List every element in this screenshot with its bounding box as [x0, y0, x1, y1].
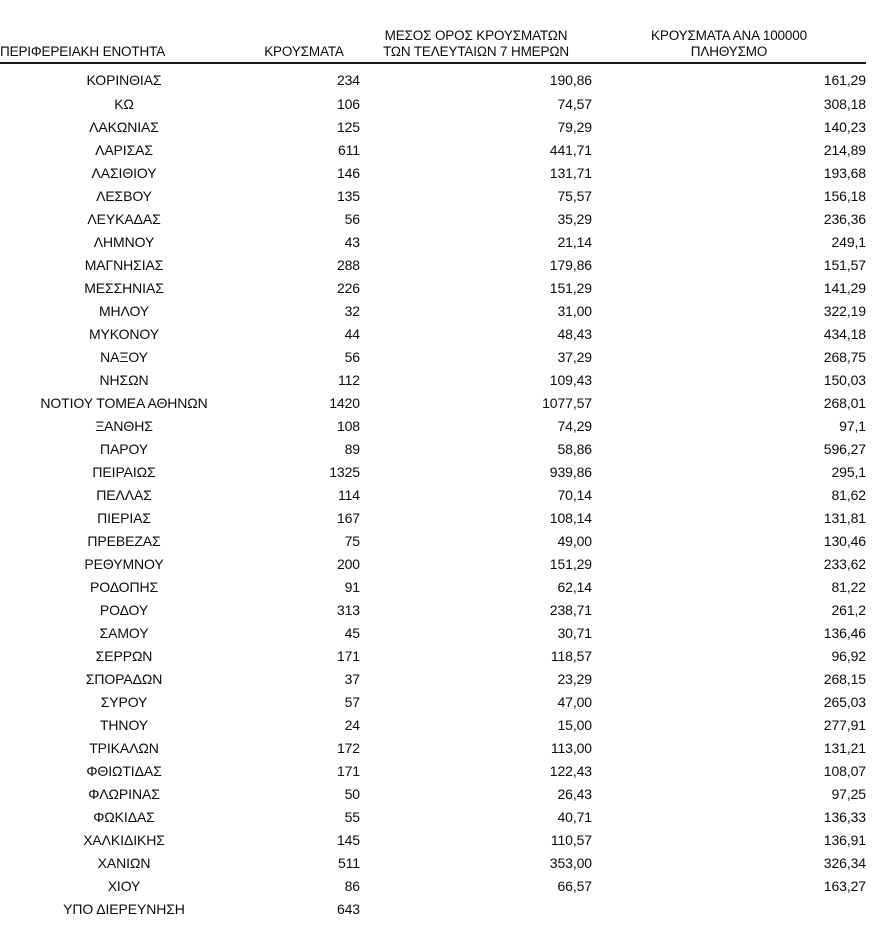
row-region-name: ΡΟΔΟΥ: [99, 602, 149, 618]
row-weekly-average-value: [360, 898, 592, 921]
row-cases-per-100000-value: 136,33: [823, 809, 866, 825]
table-row: [0, 714, 866, 737]
table-row: [0, 737, 866, 760]
row-cases-value: 57: [344, 694, 360, 710]
row-weekly-average-value: 118,57: [550, 648, 592, 664]
row-weekly-average-value: 75,57: [557, 188, 592, 204]
table-body: [0, 63, 866, 921]
row-cases-value: 56: [344, 349, 360, 365]
row-cases-value: 106: [336, 96, 360, 112]
row-region-name: ΛΑΡΙΣΑΣ: [95, 142, 153, 158]
row-cases-per-100000-value: 97,1: [839, 418, 866, 434]
row-region-name: ΠΕΛΛΑΣ: [96, 487, 152, 503]
row-cases-value: 146: [336, 165, 360, 181]
row-cases-value: 171: [336, 763, 360, 779]
row-cases-per-100000-value: 268,01: [823, 395, 866, 411]
row-region-name: ΚΩ: [114, 96, 134, 112]
row-cases-value: 112: [337, 372, 360, 388]
row-cases-value: 86: [344, 878, 360, 894]
row-region-name: ΜΥΚΟΝΟΥ: [89, 326, 159, 342]
row-cases-value: 288: [336, 257, 360, 273]
row-weekly-average-value: 15,00: [557, 717, 592, 733]
column-header-weekly-average: [360, 0, 592, 63]
row-cases-value: 91: [344, 579, 360, 595]
table-row: [0, 277, 866, 300]
row-weekly-average-value: 113,00: [550, 740, 592, 756]
row-cases-per-100000-value: 326,34: [823, 855, 866, 871]
row-region-name: ΧΑΝΙΩΝ: [97, 855, 151, 871]
row-cases-per-100000-value: 596,27: [823, 441, 866, 457]
row-cases-value: 226: [336, 280, 360, 296]
row-weekly-average-value: 151,29: [549, 280, 592, 296]
row-cases-per-100000-value: 97,25: [831, 786, 866, 802]
row-cases-per-100000-value: 136,46: [823, 625, 866, 641]
row-region-name: ΧΑΛΚΙΔΙΚΗΣ: [83, 832, 165, 848]
table-row: [0, 783, 866, 806]
row-cases-per-100000-value: 131,21: [823, 740, 866, 756]
row-region-name: ΜΑΓΝΗΣΙΑΣ: [84, 257, 164, 273]
row-cases-value: 37: [344, 671, 360, 687]
column-header-cases: [248, 0, 360, 63]
row-cases-per-100000-value: 156,18: [823, 188, 866, 204]
row-cases-per-100000-value: 249,1: [831, 234, 866, 250]
row-cases-per-100000-value: [592, 898, 866, 921]
row-cases-per-100000-value: 150,03: [823, 372, 866, 388]
table-row: [0, 346, 866, 369]
row-region-name: ΛΑΣΙΘΙΟΥ: [91, 165, 157, 181]
column-header-cases-per-100000: [592, 0, 866, 63]
row-cases-value: 55: [344, 809, 360, 825]
row-region-name: ΠΙΕΡΙΑΣ: [97, 510, 151, 526]
table-row: [0, 760, 866, 783]
row-weekly-average-value: 110,57: [550, 832, 592, 848]
table-row: [0, 208, 866, 231]
table-row: [0, 63, 866, 93]
table-header-row: [0, 0, 866, 63]
table-row: [0, 323, 866, 346]
row-weekly-average-value: 190,86: [549, 71, 592, 88]
table-row: [0, 254, 866, 277]
row-region-name: ΦΩΚΙΔΑΣ: [93, 809, 155, 825]
table-row: [0, 691, 866, 714]
row-weekly-average-value: 30,71: [557, 625, 592, 641]
row-cases-value: 1420: [329, 395, 360, 411]
row-cases-value: 172: [336, 740, 360, 756]
row-region-name: ΝΑΞΟΥ: [100, 349, 148, 365]
table-row: [0, 162, 866, 185]
row-cases-per-100000-value: 214,89: [823, 142, 866, 158]
table-row: [0, 415, 866, 438]
table-row: [0, 806, 866, 829]
table-row: [0, 645, 866, 668]
row-cases-value: 511: [337, 855, 360, 871]
row-cases-value: 135: [336, 188, 360, 204]
row-cases-value: 200: [336, 556, 360, 572]
row-cases-per-100000-value: 277,91: [823, 717, 866, 733]
row-cases-per-100000-value: 136,91: [823, 832, 866, 848]
row-weekly-average-value: 26,43: [557, 786, 592, 802]
table-row: [0, 668, 866, 691]
row-weekly-average-value: 151,29: [549, 556, 592, 572]
row-region-name: ΥΠΟ ΔΙΕΡΕΥΝΗΣΗ: [63, 901, 185, 917]
row-region-name: ΠΕΙΡΑΙΩΣ: [92, 464, 156, 480]
table-row: [0, 438, 866, 461]
row-cases-per-100000-value: 81,62: [831, 487, 866, 503]
row-region-name: ΡΕΘΥΜΝΟΥ: [84, 556, 164, 572]
row-region-name: ΞΑΝΘΗΣ: [95, 418, 153, 434]
row-weekly-average-value: 31,00: [557, 303, 592, 319]
row-weekly-average-value: 122,43: [549, 763, 592, 779]
table-row: [0, 231, 866, 254]
row-region-name: ΣΑΜΟΥ: [99, 625, 149, 641]
table-row: [0, 139, 866, 162]
column-header-weekly-average-line1: ΜΕΣΟΣ ΟΡΟΣ ΚΡΟΥΣΜΑΤΩΝ: [384, 28, 568, 43]
row-cases-per-100000-value: 141,29: [823, 280, 866, 296]
row-cases-per-100000-value: 140,23: [823, 119, 866, 135]
row-region-name: ΦΛΩΡΙΝΑΣ: [88, 786, 160, 802]
table-row: [0, 185, 866, 208]
row-region-name: ΤΡΙΚΑΛΩΝ: [89, 740, 159, 756]
row-region-name: ΚΟΡΙΝΘΙΑΣ: [86, 71, 162, 88]
table-row: [0, 530, 866, 553]
table-row: [0, 875, 866, 898]
row-cases-per-100000-value: 295,1: [831, 464, 866, 480]
row-region-name: ΠΡΕΒΕΖΑΣ: [87, 533, 161, 549]
table-row: [0, 553, 866, 576]
table-row: [0, 507, 866, 530]
row-region-name: ΝΟΤΙΟΥ ΤΟΜΕΑ ΑΘΗΝΩΝ: [40, 395, 208, 411]
row-cases-per-100000-value: 161,29: [823, 71, 866, 88]
row-cases-value: 108: [336, 418, 360, 434]
row-cases-per-100000-value: 131,81: [823, 510, 866, 526]
row-weekly-average-value: 40,71: [557, 809, 592, 825]
row-weekly-average-value: 131,71: [549, 165, 592, 181]
row-region-name: ΣΕΡΡΩΝ: [95, 648, 153, 664]
column-header-cases-per-100000-line2: ΠΛΗΘΥΣΜΟ: [690, 43, 768, 59]
row-cases-value: 114: [337, 487, 360, 503]
row-weekly-average-value: 108,14: [549, 510, 592, 526]
row-weekly-average-value: 23,29: [557, 671, 592, 687]
row-cases-value: 50: [344, 786, 360, 802]
table-row: [0, 93, 866, 116]
row-weekly-average-value: 79,29: [557, 119, 592, 135]
row-cases-per-100000-value: 268,75: [823, 349, 866, 365]
table-row: [0, 300, 866, 323]
row-cases-value: 24: [344, 717, 360, 733]
row-weekly-average-value: 441,71: [549, 142, 592, 158]
row-region-name: ΝΗΣΩΝ: [99, 372, 149, 388]
row-weekly-average-value: 66,57: [557, 878, 592, 894]
row-region-name: ΜΗΛΟΥ: [98, 303, 150, 319]
column-header-region-label: ΠΕΡΙΦΕΡΕΙΑΚΗ ΕΝΟΤΗΤΑ: [0, 43, 166, 59]
row-cases-value: 56: [344, 211, 360, 227]
row-cases-per-100000-value: 81,22: [831, 579, 866, 595]
row-region-name: ΠΑΡΟΥ: [99, 441, 149, 457]
row-cases-per-100000-value: 268,15: [823, 671, 866, 687]
row-cases-per-100000-value: 265,03: [823, 694, 866, 710]
row-cases-value: 643: [336, 901, 360, 917]
row-weekly-average-value: 58,86: [557, 441, 592, 457]
table-row: [0, 599, 866, 622]
row-cases-value: 167: [336, 510, 360, 526]
row-region-name: ΡΟΔΟΠΗΣ: [89, 579, 159, 595]
row-weekly-average-value: 74,29: [557, 418, 592, 434]
row-cases-value: 44: [344, 326, 360, 342]
row-cases-per-100000-value: 108,07: [823, 763, 866, 779]
table-header: [0, 0, 866, 63]
row-cases-per-100000-value: 233,62: [823, 556, 866, 572]
row-cases-value: 145: [336, 832, 360, 848]
table-row: [0, 852, 866, 875]
row-region-name: ΛΑΚΩΝΙΑΣ: [89, 119, 159, 135]
table-row: [0, 622, 866, 645]
row-cases-per-100000-value: 96,92: [831, 648, 866, 664]
column-header-weekly-average-line2: ΤΩΝ ΤΕΛΕΥΤΑΙΩΝ 7 ΗΜΕΡΩΝ: [383, 43, 569, 59]
row-weekly-average-value: 939,86: [549, 464, 592, 480]
table-row: [0, 369, 866, 392]
row-weekly-average-value: 109,43: [549, 372, 592, 388]
row-cases-per-100000-value: 261,2: [831, 602, 866, 618]
row-weekly-average-value: 74,57: [557, 96, 592, 112]
table-row: [0, 576, 866, 599]
row-region-name: ΣΠΟΡΑΔΩΝ: [85, 671, 163, 687]
row-weekly-average-value: 238,71: [549, 602, 592, 618]
row-weekly-average-value: 62,14: [557, 579, 592, 595]
table-row: [0, 829, 866, 852]
table-row: [0, 898, 866, 921]
row-cases-value: 125: [336, 119, 360, 135]
row-cases-value: 171: [336, 648, 360, 664]
row-weekly-average-value: 70,14: [557, 487, 592, 503]
row-cases-value: 234: [336, 71, 360, 88]
row-weekly-average-value: 353,00: [549, 855, 592, 871]
row-region-name: ΤΗΝΟΥ: [99, 717, 149, 733]
row-cases-per-100000-value: 151,57: [823, 257, 866, 273]
row-weekly-average-value: 37,29: [557, 349, 592, 365]
row-weekly-average-value: 179,86: [549, 257, 592, 273]
row-region-name: ΜΕΣΣΗΝΙΑΣ: [84, 280, 164, 296]
row-weekly-average-value: 1077,57: [542, 395, 592, 411]
row-weekly-average-value: 35,29: [557, 211, 592, 227]
table-row: [0, 392, 866, 415]
row-region-name: ΦΘΙΩΤΙΔΑΣ: [86, 763, 162, 779]
column-header-region: [0, 0, 248, 63]
row-region-name: ΧΙΟΥ: [107, 878, 141, 894]
row-cases-per-100000-value: 236,36: [823, 211, 866, 227]
row-cases-per-100000-value: 163,27: [823, 878, 866, 894]
column-header-cases-per-100000-line1: ΚΡΟΥΣΜΑΤΑ ΑΝΑ 100000: [651, 28, 807, 43]
row-cases-per-100000-value: 308,18: [823, 96, 866, 112]
row-region-name: ΛΕΥΚΑΔΑΣ: [87, 211, 161, 227]
table-row: [0, 461, 866, 484]
row-weekly-average-value: 21,14: [557, 234, 592, 250]
row-cases-value: 32: [344, 303, 360, 319]
table-row: [0, 484, 866, 507]
row-cases-value: 75: [344, 533, 360, 549]
row-cases-value: 611: [337, 142, 360, 158]
row-weekly-average-value: 48,43: [557, 326, 592, 342]
row-cases-value: 89: [344, 441, 360, 457]
row-cases-value: 43: [344, 234, 360, 250]
column-header-cases-label: ΚΡΟΥΣΜΑΤΑ: [264, 43, 344, 59]
row-region-name: ΛΕΣΒΟΥ: [96, 188, 152, 204]
row-weekly-average-value: 49,00: [557, 533, 592, 549]
row-cases-value: 45: [344, 625, 360, 641]
row-region-name: ΣΥΡΟΥ: [100, 694, 148, 710]
row-weekly-average-value: 47,00: [557, 694, 592, 710]
table-row: [0, 116, 866, 139]
row-cases-per-100000-value: 322,19: [823, 303, 866, 319]
row-cases-value: 313: [336, 602, 360, 618]
row-cases-per-100000-value: 193,68: [823, 165, 866, 181]
row-cases-per-100000-value: 434,18: [823, 326, 866, 342]
row-cases-per-100000-value: 130,46: [823, 533, 866, 549]
row-region-name: ΛΗΜΝΟΥ: [93, 234, 155, 250]
row-cases-value: 1325: [329, 464, 360, 480]
